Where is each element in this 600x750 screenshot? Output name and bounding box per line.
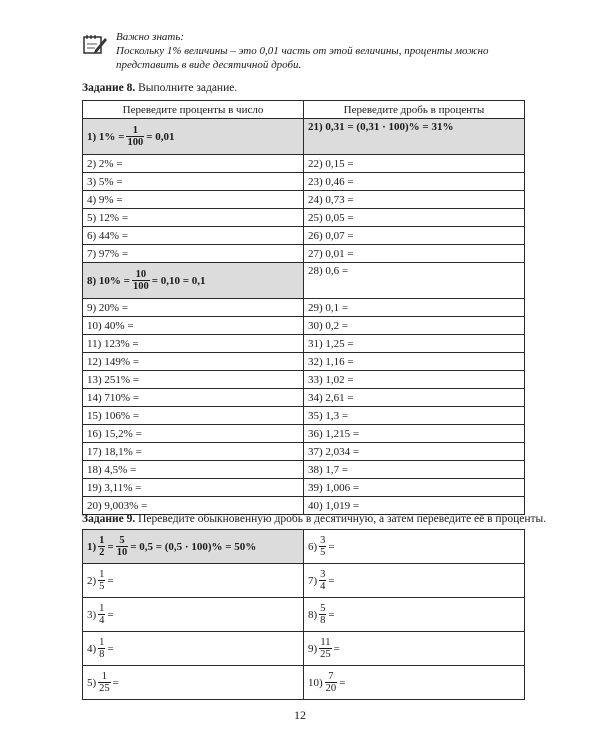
table-row <box>83 119 525 155</box>
table-row <box>83 425 525 443</box>
example-fraction-numerator: 1 <box>99 535 105 546</box>
exercise-cell-fraction <box>319 603 326 626</box>
exercise-cell-equals: = <box>333 642 340 655</box>
exercise-cell-fraction <box>98 603 105 626</box>
exercise-cell[interactable]: 12) 149% = <box>83 353 304 371</box>
exercise-cell[interactable]: 7) 97% = <box>83 245 304 263</box>
worked-example-1-suffix: = 0,01 <box>146 130 175 143</box>
table-row <box>83 209 525 227</box>
exercise-cell-equals: = <box>328 574 335 587</box>
exercise-cell[interactable]: 30) 0,2 = <box>304 317 525 335</box>
page-number: 12 <box>294 708 306 722</box>
exercise-cell[interactable]: 36) 1,215 = <box>304 425 525 443</box>
exercise-cell[interactable]: 40) 1,019 = <box>304 497 525 515</box>
exercise-cell-fraction <box>98 637 105 660</box>
exercise-cell[interactable]: 22) 0,15 = <box>304 155 525 173</box>
exercise-cell[interactable]: 32) 1,16 = <box>304 353 525 371</box>
exercise-cell[interactable]: 18) 4,5% = <box>83 461 304 479</box>
table-row <box>83 335 525 353</box>
exercise-cell-fraction-numerator: 1 <box>98 671 111 683</box>
worked-example-1-fraction <box>126 125 144 148</box>
worked-example-1-fraction-numerator: 1 <box>126 125 144 137</box>
table-row <box>83 173 525 191</box>
note-title: Важно знать: <box>116 31 185 43</box>
exercise-cell-fraction <box>319 637 332 660</box>
worked-example-9-1 <box>83 530 304 564</box>
exercise-cell-fraction-denominator: 5 <box>99 581 105 592</box>
table-row <box>83 479 525 497</box>
worked-example-8-fraction-denominator: 100 <box>132 281 149 292</box>
worked-example-1 <box>83 119 304 155</box>
table-row <box>83 191 525 209</box>
table-row <box>83 443 525 461</box>
table-row <box>83 299 525 317</box>
exercise-cell-equals: = <box>328 608 335 621</box>
table-row <box>83 353 525 371</box>
exercise-cell[interactable] <box>83 564 304 598</box>
example-fraction-2-numerator: 5 <box>116 535 129 547</box>
exercise-cell-fraction-numerator: 1 <box>99 603 105 614</box>
exercise-cell-fraction <box>319 535 326 558</box>
exercise-cell-fraction-numerator: 1 <box>99 569 105 580</box>
exercise-cell-equals: = <box>107 642 114 655</box>
exercise-cell[interactable]: 14) 710% = <box>83 389 304 407</box>
exercise-cell[interactable]: 15) 106% = <box>83 407 304 425</box>
exercise-cell[interactable]: 11) 123% = <box>83 335 304 353</box>
exercise-cell[interactable]: 3) 5% = <box>83 173 304 191</box>
task-8-label: Задание 8. <box>82 82 136 94</box>
table-row <box>83 263 525 299</box>
exercise-cell-fraction <box>319 569 326 592</box>
table-row <box>83 407 525 425</box>
exercise-cell-fraction-denominator: 4 <box>99 615 105 626</box>
table-row <box>83 389 525 407</box>
exercise-cell[interactable] <box>304 564 525 598</box>
exercise-cell[interactable]: 34) 2,61 = <box>304 389 525 407</box>
exercise-cell-fraction-denominator: 4 <box>320 581 326 592</box>
exercise-cell-fraction-numerator: 5 <box>320 603 326 614</box>
exercise-cell-fraction-numerator: 3 <box>320 535 326 546</box>
table-row <box>83 245 525 263</box>
task-9-text: Переведите обыкновенную дробь в десятичную, а затем переведите её в проценты. <box>135 513 547 525</box>
exercise-cell[interactable] <box>304 530 525 564</box>
exercise-cell[interactable]: 20) 9,003% = <box>83 497 304 515</box>
exercise-cell[interactable] <box>304 598 525 632</box>
table-row <box>83 461 525 479</box>
exercise-cell-fraction <box>98 671 111 694</box>
column-header-percent-to-number: Переведите проценты в число <box>83 101 304 119</box>
exercise-cell[interactable]: 31) 1,25 = <box>304 335 525 353</box>
worked-example-8-fraction-numerator: 10 <box>132 269 150 281</box>
exercise-cell-fraction-denominator: 25 <box>99 683 110 694</box>
exercise-cell[interactable]: 28) 0,6 = <box>304 263 525 299</box>
exercise-cell[interactable]: 33) 1,02 = <box>304 371 525 389</box>
exercise-cell-equals: = <box>107 608 114 621</box>
exercise-cell[interactable] <box>304 666 525 700</box>
task-8-text: Выполните задание. <box>135 82 238 94</box>
exercise-cell-number: 10) <box>308 676 323 689</box>
task-8-title <box>82 82 237 94</box>
exercise-cell[interactable]: 38) 1,7 = <box>304 461 525 479</box>
exercise-cell-fraction-denominator: 25 <box>320 649 331 660</box>
task-8-table <box>82 100 525 515</box>
exercise-cell-fraction-numerator: 3 <box>320 569 326 580</box>
exercise-cell-number: 3) <box>87 608 97 621</box>
example-number: 1) <box>87 540 97 553</box>
exercise-cell[interactable]: 23) 0,46 = <box>304 173 525 191</box>
exercise-cell-fraction <box>98 569 105 592</box>
exercise-cell[interactable] <box>83 666 304 700</box>
exercise-cell[interactable]: 27) 0,01 = <box>304 245 525 263</box>
exercise-cell[interactable] <box>304 632 525 666</box>
exercise-cell[interactable]: 37) 2,034 = <box>304 443 525 461</box>
exercise-cell-equals: = <box>112 676 119 689</box>
exercise-cell-number: 6) <box>308 540 318 553</box>
important-note <box>82 30 532 72</box>
worked-example-8-prefix: 8) 10% = <box>87 274 130 287</box>
exercise-cell-number: 2) <box>87 574 97 587</box>
exercise-cell-fraction-numerator: 11 <box>320 637 331 648</box>
exercise-cell-fraction-numerator: 7 <box>325 671 338 683</box>
exercise-cell[interactable]: 24) 0,73 = <box>304 191 525 209</box>
exercise-cell-fraction-numerator: 1 <box>99 637 105 648</box>
task-9-table <box>82 529 525 700</box>
table-row <box>83 598 525 632</box>
table-row <box>83 530 525 564</box>
exercise-cell[interactable]: 4) 9% = <box>83 191 304 209</box>
exercise-cell[interactable]: 9) 20% = <box>83 299 304 317</box>
example-fraction-2-denominator: 10 <box>116 547 128 558</box>
example-fraction-2 <box>116 535 129 558</box>
exercise-cell-fraction-denominator: 8 <box>320 615 326 626</box>
exercise-cell[interactable]: 25) 0,05 = <box>304 209 525 227</box>
exercise-cell[interactable]: 5) 12% = <box>83 209 304 227</box>
table-row <box>83 666 525 700</box>
worked-example-1-prefix: 1) 1% = <box>87 130 125 143</box>
exercise-cell[interactable] <box>83 598 304 632</box>
task-9-title <box>82 513 546 525</box>
exercise-cell[interactable]: 16) 15,2% = <box>83 425 304 443</box>
example-suffix: = 0,5 = (0,5 · 100)% = 50% <box>130 540 257 553</box>
exercise-cell[interactable]: 17) 18,1% = <box>83 443 304 461</box>
worked-example-8-fraction <box>132 269 150 292</box>
exercise-cell-fraction-denominator: 8 <box>99 649 105 660</box>
exercise-cell[interactable]: 39) 1,006 = <box>304 479 525 497</box>
exercise-cell-number: 4) <box>87 642 97 655</box>
example-equals: = <box>107 540 114 553</box>
table-row <box>83 155 525 173</box>
exercise-cell[interactable]: 35) 1,3 = <box>304 407 525 425</box>
exercise-cell-equals: = <box>328 540 335 553</box>
column-header-fraction-to-percent: Переведите дробь в проценты <box>304 101 525 119</box>
worked-example-8-suffix: = 0,10 = 0,1 <box>151 274 206 287</box>
exercise-cell-number: 9) <box>308 642 318 655</box>
exercise-cell[interactable]: 6) 44% = <box>83 227 304 245</box>
exercise-cell[interactable]: 13) 251% = <box>83 371 304 389</box>
table-row <box>83 227 525 245</box>
exercise-cell-fraction <box>325 671 338 694</box>
table-row <box>83 632 525 666</box>
worked-example-8 <box>83 263 304 299</box>
worked-example-1-fraction-denominator: 100 <box>127 137 144 148</box>
exercise-cell[interactable] <box>83 632 304 666</box>
notepad-pencil-icon <box>82 32 108 56</box>
exercise-cell[interactable]: 26) 0,07 = <box>304 227 525 245</box>
exercise-cell-number: 8) <box>308 608 318 621</box>
exercise-cell-fraction-denominator: 5 <box>320 547 326 558</box>
exercise-cell-equals: = <box>107 574 114 587</box>
note-line-1: Поскольку 1% величины – это 0,01 часть от этой величины, проценты можно <box>116 45 489 57</box>
exercise-cell-number: 7) <box>308 574 318 587</box>
exercise-cell-fraction-denominator: 20 <box>325 683 337 694</box>
example-fraction <box>98 535 105 558</box>
table-row <box>83 497 525 515</box>
note-line-2: представить в виде десятичной дроби. <box>116 59 302 71</box>
table-row <box>83 564 525 598</box>
example-fraction-denominator: 2 <box>99 547 105 558</box>
task-9-label: Задание 9. <box>82 513 136 525</box>
exercise-cell[interactable]: 19) 3,11% = <box>83 479 304 497</box>
exercise-cell-number: 5) <box>87 676 97 689</box>
exercise-cell[interactable]: 29) 0,1 = <box>304 299 525 317</box>
table-row <box>83 317 525 335</box>
table-row <box>83 371 525 389</box>
exercise-cell-equals: = <box>339 676 346 689</box>
exercise-cell[interactable]: 2) 2% = <box>83 155 304 173</box>
worked-example-21: 21) 0,31 = (0,31 · 100)% = 31% <box>304 119 525 155</box>
exercise-cell[interactable]: 10) 40% = <box>83 317 304 335</box>
